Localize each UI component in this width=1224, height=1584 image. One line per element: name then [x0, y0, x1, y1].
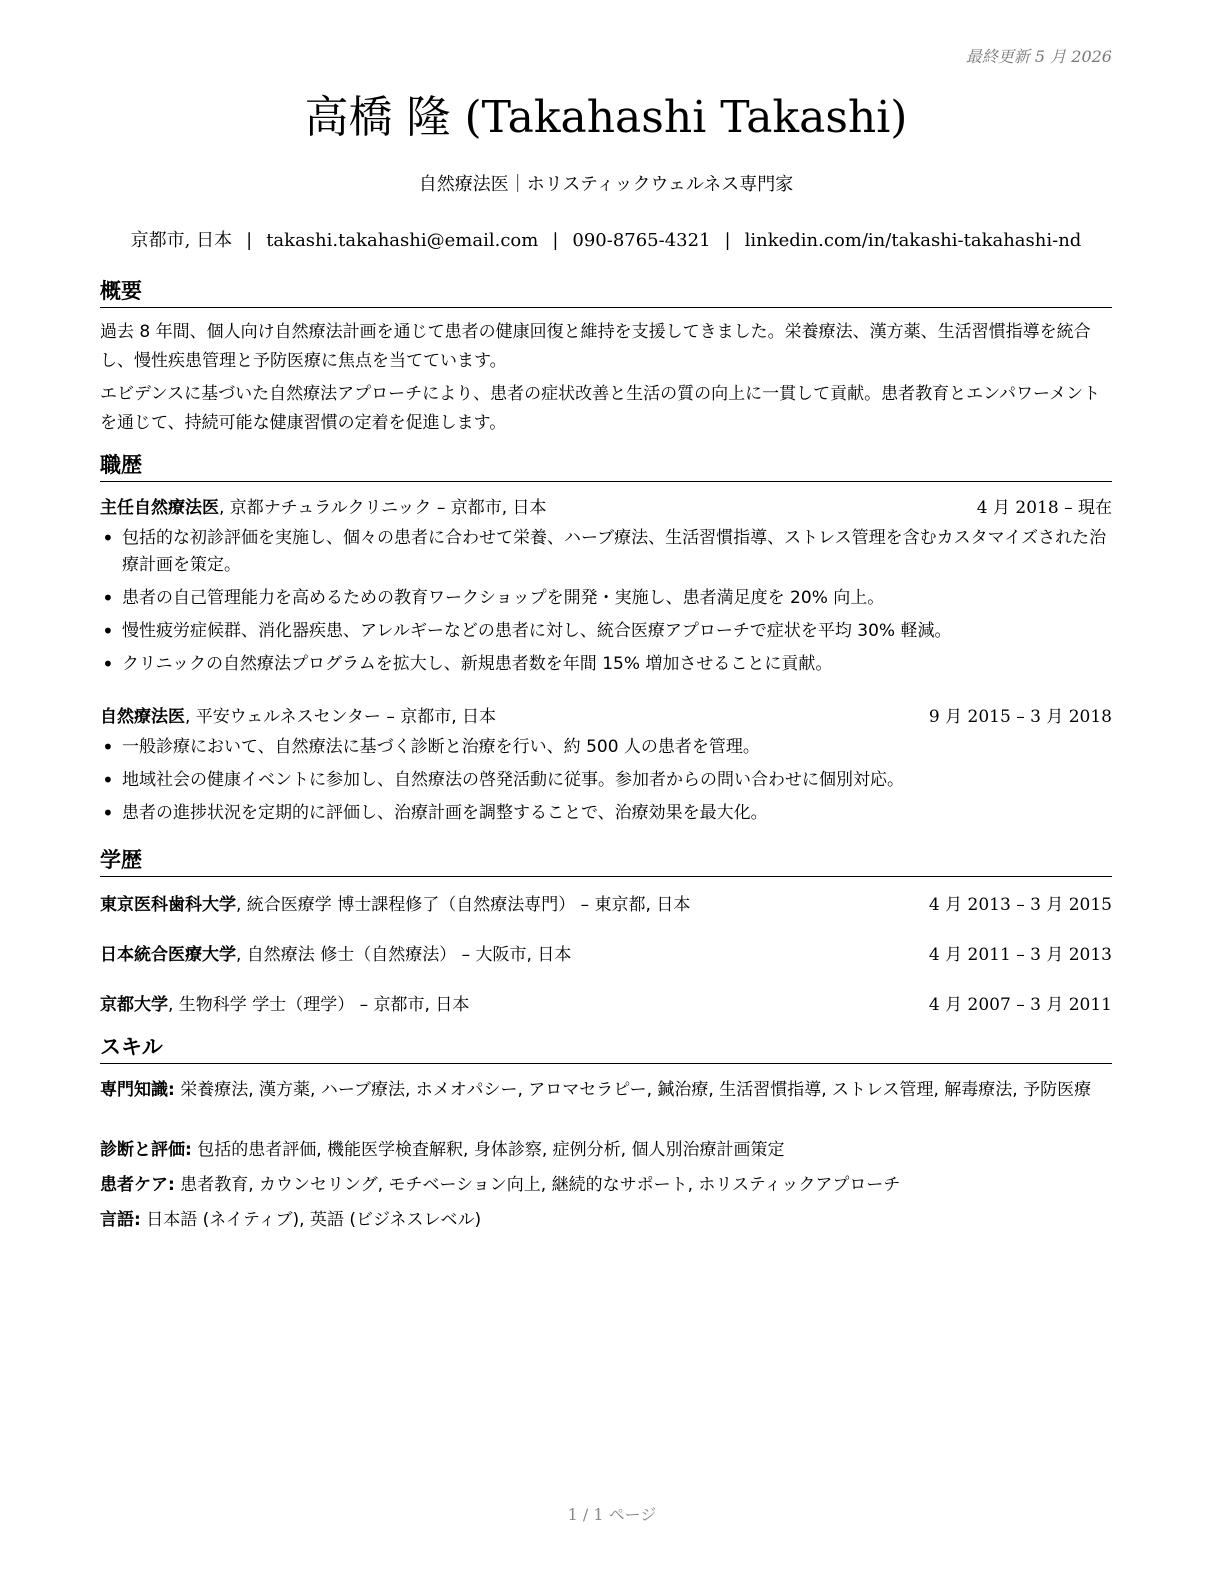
education-dates: 4 月 2011 – 3 月 2013	[928, 945, 1112, 965]
degree-detail: , 自然療法 修士（自然療法） – 大阪市, 日本	[236, 945, 572, 965]
separator: |	[552, 230, 559, 251]
skill-value: 栄養療法, 漢方薬, ハーブ療法, ホメオパシー, アロマセラピー, 鍼治療, 生活習慣指導, ストレス管理, 解毒療法, 予防医療	[174, 1080, 1092, 1100]
summary-paragraph: 過去 8 年間、個人向け自然療法計画を通じて患者の健康回復と維持を支援してきました。栄養療法、漢方薬、生活習慣指導を統合し、慢性疾患管理と予防医療に焦点を当てています。	[100, 322, 1091, 371]
contact-line	[100, 226, 1112, 252]
education-entry	[100, 993, 1112, 1017]
bullet-item: • 一般診療において、自然療法に基づく診断と治療を行い、約 500 人の患者を管理。	[100, 734, 1112, 761]
bullet-item: • クリニックの自然療法プログラムを拡大し、新規患者数を年間 15% 増加させることに貢献。	[100, 651, 1112, 678]
section-title-summary: 概要	[100, 278, 1112, 308]
section-title-experience: 職歴	[100, 452, 1112, 482]
last-updated: 最終更新 5 月 2026	[965, 47, 1112, 66]
section-title-education: 学歴	[100, 847, 1112, 877]
experience-bullets	[100, 525, 1112, 684]
job-dates: 4 月 2018 – 現在	[976, 498, 1112, 518]
contact-location: 京都市, 日本	[130, 230, 233, 251]
bullet-item: • 地域社会の健康イベントに参加し、自然療法の啓発活動に従事。参加者からの問い合わせに個別対応。	[100, 767, 1112, 794]
skill-row	[100, 1207, 1112, 1234]
skill-value: 包括的患者評価, 機能医学検査解釈, 身体診察, 症例分析, 個人別治療計画策定	[191, 1140, 785, 1160]
experience-header	[100, 705, 1112, 729]
job-title: 自然療法医	[100, 707, 185, 727]
page-number: 1 / 1 ページ	[567, 1505, 657, 1524]
skill-label: 診断と評価:	[100, 1140, 192, 1160]
job-title: 主任自然療法医	[100, 498, 219, 518]
bullet-item: • 慢性疲労症候群、消化器疾患、アレルギーなどの患者に対し、統合医療アプローチで症状を平均 30% 軽減。	[100, 618, 1112, 645]
education-entry	[100, 943, 1112, 967]
school-name: 東京医科歯科大学	[100, 895, 236, 915]
tagline: 自然療法医｜ホリスティックウェルネス専門家	[418, 174, 794, 195]
job-org: , 平安ウェルネスセンター – 京都市, 日本	[185, 707, 497, 727]
bullet-item: • 患者の進捗状況を定期的に評価し、治療計画を調整することで、治療効果を最大化。	[100, 800, 1112, 827]
degree-detail: , 生物科学 学士（理学） – 京都市, 日本	[168, 995, 470, 1015]
skill-row	[100, 1077, 1112, 1104]
summary-paragraph: エビデンスに基づいた自然療法アプローチにより、患者の症状改善と生活の質の向上に一貫して貢献。患者教育とエンパワーメントを通じて、持続可能な健康習慣の定着を促進します。	[100, 384, 1101, 433]
separator: |	[724, 230, 731, 251]
skill-label: 患者ケア:	[100, 1175, 175, 1195]
bullet-item: • 患者の自己管理能力を高めるための教育ワークショップを開発・実施し、患者満足度を 20% 向上。	[100, 585, 1112, 612]
degree-detail: , 統合医療学 博士課程修了（自然療法専門） – 東京都, 日本	[236, 895, 691, 915]
education-entry	[100, 893, 1112, 917]
education-dates: 4 月 2013 – 3 月 2015	[928, 895, 1112, 915]
contact-linkedin[interactable]: linkedin.com/in/takashi-takahashi-nd	[744, 230, 1082, 251]
job-org: , 京都ナチュラルクリニック – 京都市, 日本	[219, 498, 547, 518]
skill-value: 日本語 (ネイティブ), 英語 (ビジネスレベル)	[140, 1210, 482, 1230]
contact-phone: 090-8765-4321	[572, 230, 711, 251]
candidate-name: 高橋 隆 (Takahashi Takashi)	[304, 92, 908, 143]
skill-value: 患者教育, カウンセリング, モチベーション向上, 継続的なサポート, ホリスティックアプローチ	[174, 1175, 901, 1195]
skill-label: 専門知識:	[100, 1080, 175, 1100]
experience-bullets	[100, 734, 1112, 833]
skill-row	[100, 1137, 1112, 1164]
experience-header	[100, 496, 1112, 520]
skill-row	[100, 1172, 1112, 1199]
job-dates: 9 月 2015 – 3 月 2018	[928, 707, 1112, 727]
contact-email[interactable]: takashi.takahashi@email.com	[266, 230, 539, 251]
separator: |	[246, 230, 253, 251]
bullet-item: • 包括的な初診評価を実施し、個々の患者に合わせて栄養、ハーブ療法、生活習慣指導、ストレス管理を含むカスタマイズされた治療計画を策定。	[100, 525, 1112, 579]
school-name: 日本統合医療大学	[100, 945, 236, 965]
skill-label: 言語:	[100, 1210, 141, 1230]
education-dates: 4 月 2007 – 3 月 2011	[928, 995, 1112, 1015]
school-name: 京都大学	[100, 995, 168, 1015]
section-title-skills: スキル	[100, 1034, 1112, 1064]
